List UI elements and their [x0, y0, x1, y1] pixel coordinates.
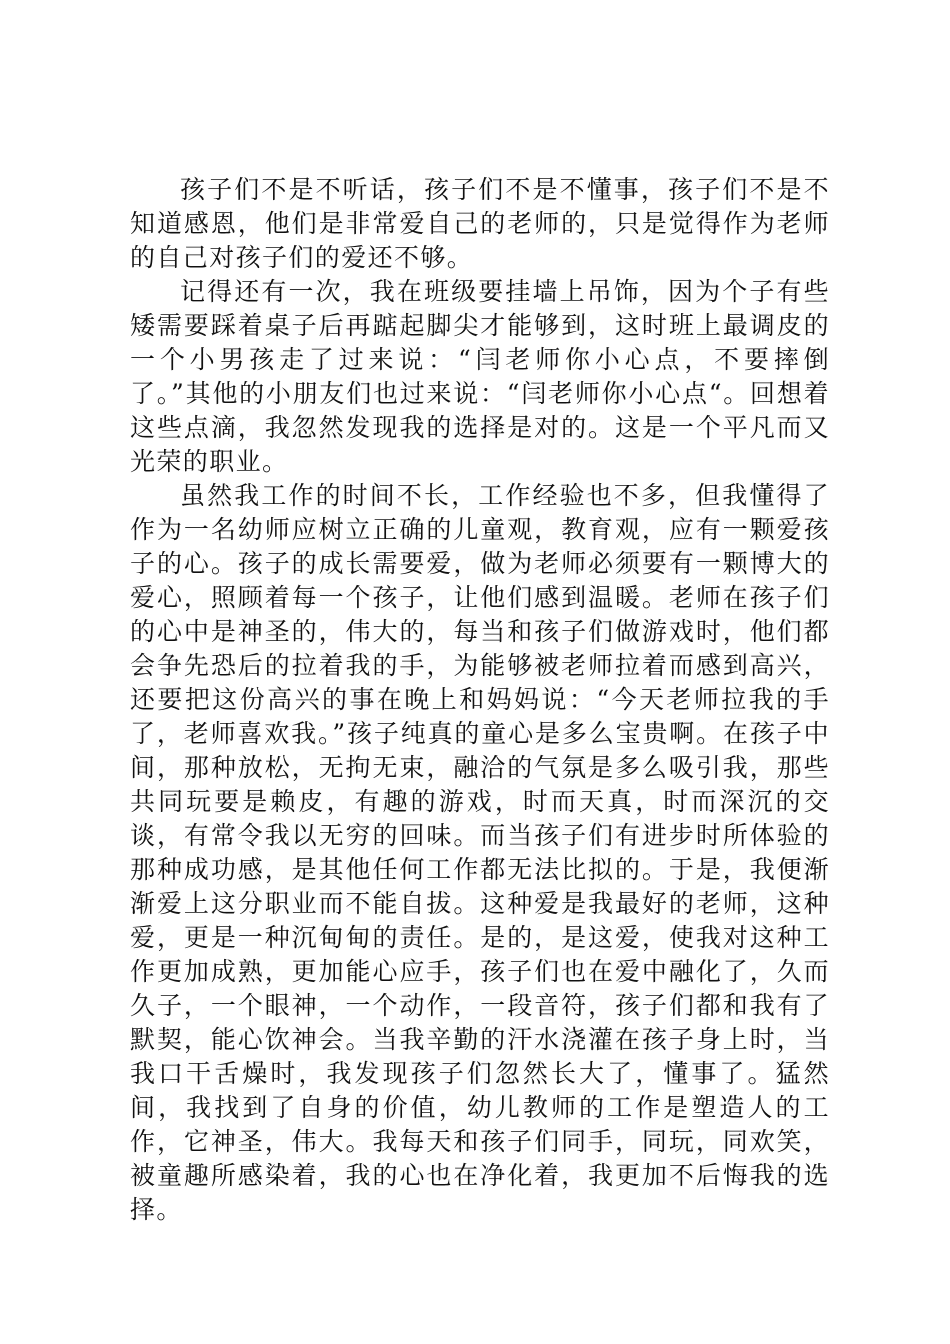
paragraph-2: 记得还有一次，我在班级要挂墙上吊饰，因为个子有些矮需要踩着桌子后再踮起脚尖才能够到，这时班上最调皮的一个小男孩走了过来说：“闫老师你小心点，不要摔倒了。”其他的小朋友们也过来说：“闫老师你小心点“。回想着这些点滴，我忽然发现我的选择是对的。这是一个平凡而又光荣的职业。: [130, 277, 830, 476]
paragraph-3: 虽然我工作的时间不长，工作经验也不多，但我懂得了作为一名幼师应树立正确的儿童观，教育观，应有一颗爱孩子的心。孩子的成长需要爱，做为老师必须要有一颗博大的爱心，照顾着每一个孩子，让他们感到温暖。老师在孩子们的心中是神圣的，伟大的，每当和孩子们做游戏时，他们都会争先恐后的拉着我的手，为能够被老师拉着而感到高兴，还要把这份高兴的事在晚上和妈妈说：“今天老师拉我的手了，老师喜欢我。”孩子纯真的童心是多么宝贵啊。在孩子中间，那种放松，无拘无束，融洽的气氛是多么吸引我，那些共同玩要是赖皮，有趣的游戏，时而天真，时而深沉的交谈，有常令我以无穷的回味。而当孩子们有进步时所体验的那种成功感，是其他任何工作都无法比拟的。于是，我便渐渐爱上这分职业而不能自拔。这种爱是我最好的老师，这种爱，更是一种沉甸甸的责任。是的，是这爱，使我对这种工作更加成熟，更加能心应手，孩子们也在爱中融化了，久而久子，一个眼神，一个动作，一段音符，孩子们都和我有了默契，能心饮神会。当我辛勤的汗水浇灌在孩子身上时，当我口干舌燥时，我发现孩子们忽然长大了，懂事了。猛然间，我找到了自身的价值，幼儿教师的工作是塑造人的工作，它神圣，伟大。我每天和孩子们同手，同玩，同欢笑，被童趣所感染着，我的心也在净化着，我更加不后悔我的选择。: [130, 481, 830, 1224]
essay-body: [130, 173, 830, 1227]
paragraph-1: 孩子们不是不听话，孩子们不是不懂事，孩子们不是不知道感恩，他们是非常爱自己的老师的，只是觉得作为老师的自己对孩子们的爱还不够。: [130, 175, 830, 272]
